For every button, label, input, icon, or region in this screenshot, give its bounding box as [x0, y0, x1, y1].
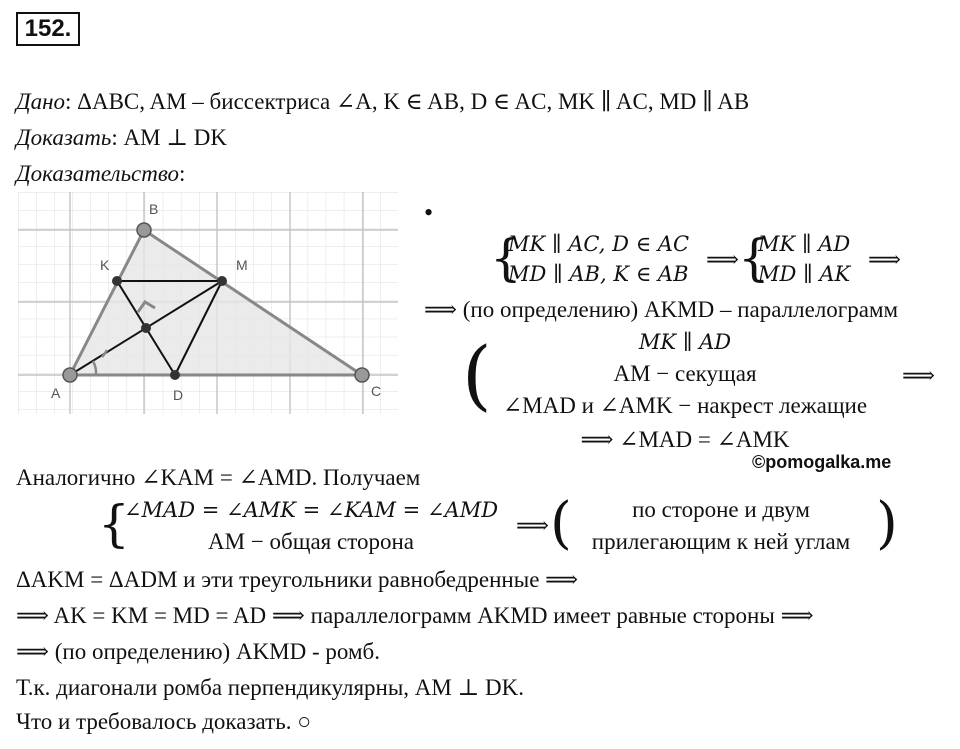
geometry-figure: [18, 192, 398, 414]
proof-line: [16, 160, 185, 188]
brace-3: (: [462, 330, 492, 419]
parallelogram-line: ⟹ (по определению) AKMD – параллелограмм: [424, 297, 899, 322]
label-b: B: [149, 201, 159, 217]
conclusion-line-2: ⟹ AK = KM = MD = AD ⟹ параллелограмм AKMD имеет равные стороны ⟹: [16, 603, 814, 628]
paren-close: ): [876, 491, 898, 556]
brace-4: {: [98, 495, 130, 553]
similarly-line: Аналогично ∠KAM = ∠AMD. Получаем: [16, 465, 421, 490]
label-a: A: [51, 385, 61, 401]
system3-reason2: прилегающим к ней углам: [591, 529, 851, 554]
system3-line2: AM − общая сторона: [208, 529, 414, 554]
label-k: K: [100, 257, 110, 273]
conclusion-line-4: Т.к. диагонали ромба перпендикулярны, AM ⊥ DK.: [16, 675, 524, 700]
label-m: M: [236, 257, 248, 273]
given-text: : ΔABC, AM – биссектриса ∠A, K ∈ AB, D ∈ AC, MK ∥ AC, MD ∥ AB: [65, 89, 750, 114]
given-line: [16, 88, 749, 116]
system2-line2: AM − секущая: [613, 361, 757, 386]
system1-arrow2: ⟹: [868, 247, 901, 272]
system3-arrow: ⟹: [516, 513, 549, 538]
system1-result1: MK ∥ AD: [758, 232, 851, 256]
system3-line1: ∠MAD = ∠AMK = ∠KAM = ∠AMD: [123, 498, 499, 522]
label-c: C: [371, 383, 382, 399]
watermark: ©pomogalka.me: [752, 452, 892, 472]
brace-1: {: [490, 229, 522, 287]
conclusion-line-3: ⟹ (по определению) AKMD - ромб.: [16, 639, 380, 664]
bullet: •: [424, 198, 434, 227]
label-d: D: [173, 387, 184, 403]
brace-2: {: [738, 229, 770, 287]
prove-label: Доказать: [16, 125, 112, 150]
proof-label: Доказательство: [16, 161, 180, 186]
system1-result2: MD ∥ AK: [758, 262, 851, 286]
system2-line1: MK ∥ AD: [638, 330, 732, 354]
system2-result: ⟹ ∠MAD = ∠AMK: [580, 427, 790, 452]
system3-reason1: по стороне и двум: [632, 497, 810, 522]
system2-arrow: ⟹: [902, 363, 935, 388]
prove-text: : AM ⊥ DK: [111, 125, 227, 150]
conclusion-line-1: ΔAKM = ΔADM и эти треугольники равнобедренные ⟹: [16, 567, 579, 592]
proof-colon: :: [179, 161, 186, 186]
conclusion-line-5: Что и требовалось доказать. ○: [16, 709, 312, 734]
system1-line1: MK ∥ AC, D ∈ AC: [508, 232, 690, 256]
system1-arrow: ⟹: [706, 247, 739, 272]
given-label: Дано: [16, 89, 66, 114]
paren-open: (: [550, 491, 572, 556]
system1-line2: MD ∥ AB, K ∈ AB: [508, 262, 689, 286]
prove-line: [16, 124, 227, 152]
system2-line3: ∠MAD и ∠AMK − накрест лежащие: [502, 393, 868, 418]
problem-number: 152.: [16, 12, 80, 46]
